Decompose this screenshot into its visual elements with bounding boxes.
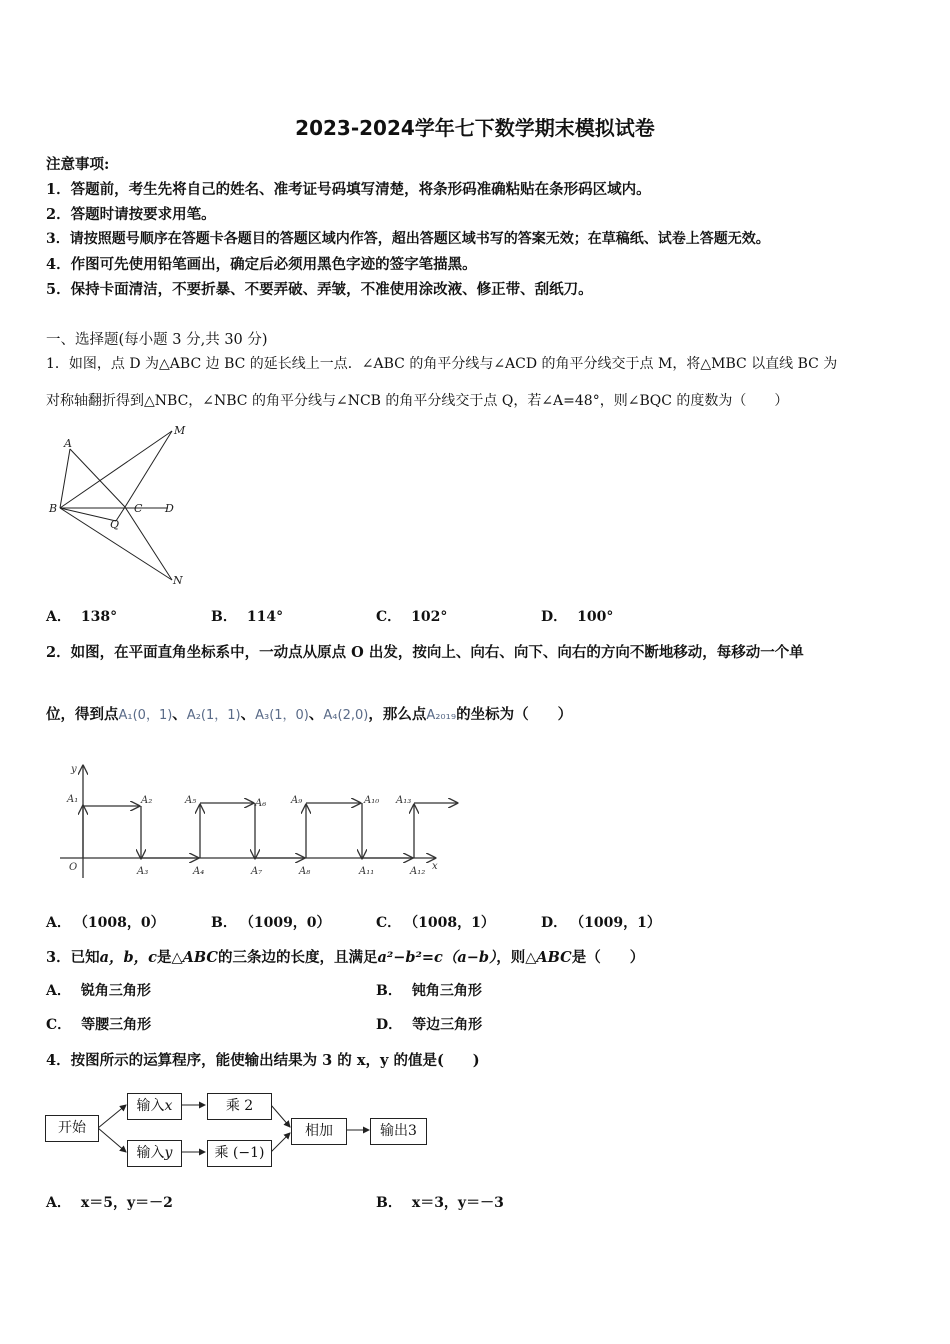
option-label: A． <box>46 983 71 999</box>
point-a3: A₃(1，0) <box>255 708 309 723</box>
q2-stem-line1: 2．如图，在平面直角坐标系中，一动点从原点 O 出发，按向上、向右、向下、向右的方向不断地移动，每移动一个单 <box>46 644 804 661</box>
option-label: A． <box>46 1195 71 1211</box>
q2-sep: 、 <box>172 706 187 723</box>
section-heading: 一、选择题(每小题 3 分,共 30 分) <box>46 332 268 348</box>
q3-text: ，则△ <box>496 949 537 966</box>
option-value: 等边三角形 <box>412 1017 483 1033</box>
label-a9: A₉ <box>291 795 303 806</box>
q1-stem-line1: 1．如图，点 D 为△ABC 边 BC 的延长线上一点．∠ABC 的角平分线与∠ACD 的角平分线交于点 M，将△MBC 以直线 BC 为 <box>46 356 838 372</box>
segment-bm <box>60 431 172 508</box>
q3-equation: a²−b²=c（a−b） <box>377 949 497 966</box>
segment-cm <box>125 431 172 507</box>
label-a1: A₁ <box>67 794 79 805</box>
label-a5: A₅ <box>185 795 197 806</box>
q4-option-b[interactable] <box>376 1192 504 1212</box>
q3-option-b[interactable] <box>376 980 482 1000</box>
segment-ab <box>60 449 70 508</box>
point-a1: A₁(0，1) <box>118 708 173 723</box>
label-a13: A₁₃ <box>396 795 412 806</box>
q1-option-b[interactable] <box>211 606 283 626</box>
label-a12: A₁₂ <box>410 866 426 877</box>
label-y: y <box>71 764 77 775</box>
flow-input-x-var: x <box>164 1098 173 1114</box>
q2-sep: 、 <box>308 706 324 723</box>
label-x: x <box>432 861 438 872</box>
label-a3: A₃ <box>137 866 149 877</box>
label-d: D <box>165 502 174 515</box>
option-value: 100° <box>577 609 614 625</box>
page-title: 2023-2024学年七下数学期末模拟试卷 <box>295 116 655 140</box>
q2-option-d[interactable] <box>541 912 661 932</box>
option-value: （1009，0） <box>246 915 331 931</box>
option-label: A． <box>46 915 71 931</box>
label-o: O <box>69 862 78 873</box>
option-label: B． <box>376 983 402 999</box>
q1-option-d[interactable] <box>541 606 613 626</box>
option-label: C． <box>46 1017 72 1033</box>
option-value: 102° <box>411 609 448 625</box>
flow-output: 输出3 <box>370 1118 427 1145</box>
label-m: M <box>174 424 186 437</box>
option-label: B． <box>376 1195 402 1211</box>
flow-arrow <box>271 1105 290 1127</box>
label-a: A <box>64 437 72 450</box>
option-value: x＝5，y＝－2 <box>80 1195 173 1211</box>
q1-option-c[interactable] <box>376 606 447 626</box>
segment-bq <box>60 508 116 521</box>
q3-option-c[interactable] <box>46 1014 151 1034</box>
q2-stem-line2 <box>46 703 572 724</box>
notice-heading: 注意事项: <box>46 156 110 173</box>
label-a8: A₈ <box>299 866 311 877</box>
label-a2: A₂ <box>141 795 153 806</box>
flow-start: 开始 <box>45 1115 99 1142</box>
label-a10: A₁₀ <box>364 795 380 806</box>
segment-cn <box>125 507 172 580</box>
option-label: A． <box>46 609 71 625</box>
q2-text: 位，得到点 <box>46 706 119 723</box>
label-a6: A₆ <box>255 798 267 809</box>
notice-item: 2．答题时请按要求用笔。 <box>46 206 216 223</box>
notice-item: 1．答题前，考生先将自己的姓名、准考证号码填写清楚，将条形码准确粘贴在条形码区域内。 <box>46 181 651 198</box>
option-label: B． <box>211 915 237 931</box>
segment-ac <box>70 449 125 507</box>
q2-option-c[interactable] <box>376 912 495 932</box>
point-a2: A₂(1，1) <box>186 708 241 723</box>
q3-option-d[interactable] <box>376 1014 482 1034</box>
option-label: D． <box>376 1017 403 1033</box>
q3-triangle: ABC <box>536 949 572 966</box>
q3-stem <box>46 946 644 967</box>
notice-item: 5．保持卡面清洁，不要折暴、不要弄破、弄皱，不准使用涂改液、修正带、刮纸刀。 <box>46 281 593 298</box>
q3-triangle: ABC <box>182 949 218 966</box>
flow-mul-neg1: 乘 (−1) <box>207 1140 272 1167</box>
q4-stem: 4．按图所示的运算程序，能使输出结果为 3 的 x，y 的值是( ) <box>46 1052 480 1069</box>
flow-arrow <box>98 1128 126 1152</box>
q1-figure <box>40 420 200 595</box>
flow-input-x-label: 输入 <box>136 1098 165 1114</box>
q3-text: 3．已知 <box>46 949 100 966</box>
label-b: B <box>49 502 58 515</box>
q1-stem-line2: 对称轴翻折得到△NBC，∠NBC 的角平分线与∠NCB 的角平分线交于点 Q，若∠A=48°，则∠BQC 的度数为（ ） <box>46 393 789 409</box>
option-value: （1008，1） <box>411 915 495 931</box>
flow-arrow <box>271 1133 290 1152</box>
q1-option-a[interactable] <box>46 606 117 626</box>
q2-sep: 、 <box>240 706 256 723</box>
flow-input-x <box>127 1093 182 1120</box>
label-n: N <box>173 574 183 587</box>
flow-input-y-var: y <box>164 1145 173 1161</box>
q2-option-b[interactable] <box>211 912 331 932</box>
option-label: C． <box>376 609 402 625</box>
option-label: C． <box>376 915 402 931</box>
flow-mul-2: 乘 2 <box>207 1093 272 1120</box>
q2-text: ，那么点 <box>368 706 427 723</box>
label-a7: A₇ <box>251 866 263 877</box>
option-value: （1008，0） <box>80 915 165 931</box>
q2-figure <box>55 758 475 888</box>
option-value: 138° <box>80 609 118 625</box>
option-value: 等腰三角形 <box>81 1017 152 1033</box>
q3-option-a[interactable] <box>46 980 151 1000</box>
notice-item: 3．请按照题号顺序在答题卡各题目的答题区域内作答，超出答题区域书写的答案无效；在草稿纸、试卷上答题无效。 <box>46 231 770 247</box>
option-label: D． <box>541 609 568 625</box>
flow-add: 相加 <box>291 1118 347 1145</box>
flow-input-y <box>127 1140 182 1167</box>
point-a4: A₄(2,0) <box>323 708 369 723</box>
q2-text: 的坐标为（ ） <box>456 706 573 723</box>
flow-input-y-label: 输入 <box>136 1145 165 1161</box>
flow-arrow <box>98 1105 126 1128</box>
label-q: Q <box>110 518 120 531</box>
option-value: （1009，1） <box>577 915 661 931</box>
notice-item: 4．作图可先使用铅笔画出，确定后必须用黑色字迹的签字笔描黑。 <box>46 256 477 273</box>
option-value: 锐角三角形 <box>80 983 151 999</box>
label-c: C <box>134 502 143 515</box>
option-value: 钝角三角形 <box>411 983 482 999</box>
option-value: x＝3，y＝－3 <box>411 1195 504 1211</box>
point-a2019: A₂₀₁₉ <box>426 708 457 723</box>
q3-text: 是（ ） <box>571 949 645 966</box>
label-a4: A₄ <box>193 866 205 877</box>
q3-text: 是△ <box>156 949 183 966</box>
q4-option-a[interactable] <box>46 1192 173 1212</box>
q3-text: 的三条边的长度，且满足 <box>217 949 378 966</box>
option-value: 114° <box>246 609 284 625</box>
q3-vars: a，b，c <box>99 949 157 966</box>
option-label: B． <box>211 609 237 625</box>
label-a11: A₁₁ <box>359 866 375 877</box>
option-label: D． <box>541 915 568 931</box>
q2-option-a[interactable] <box>46 912 165 932</box>
